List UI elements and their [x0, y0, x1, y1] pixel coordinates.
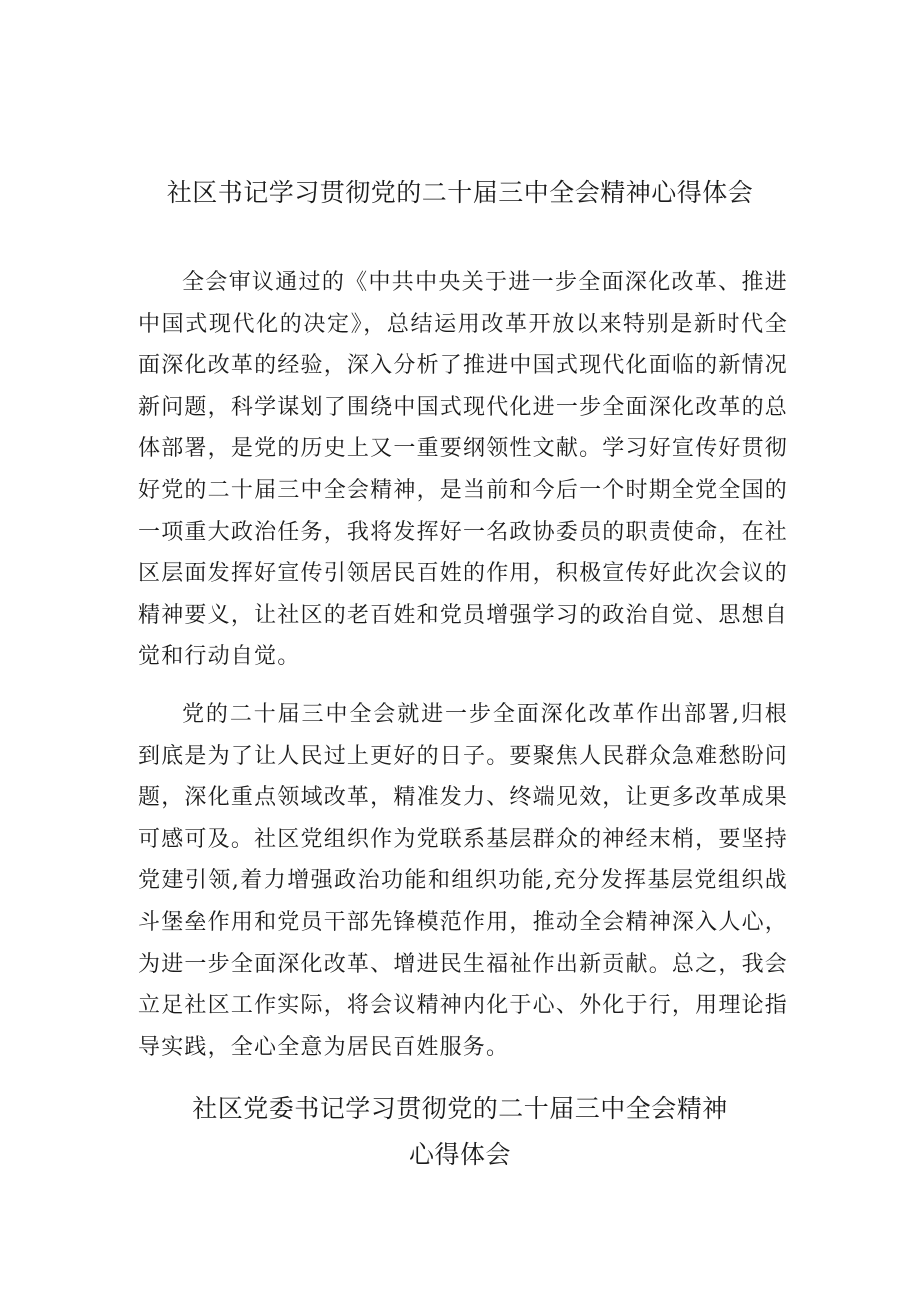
second-document-title: 社区党委书记学习贯彻党的二十届三中全会精神心得体会 [192, 1094, 728, 1169]
paragraph-1: 全会审议通过的《中共中央关于进一步全面深化改革、推进中国式现代化的决定》，总结运用改革开放以来特别是新时代全面深化改革的经验，深入分析了推进中国式现代化面临的新情况新问题，科学谋划了围绕中国式现代化进一步全面深化改革的总体部署，是党的历史上又一重要纲领性文献。学习好宣传好贯彻好党的二十届三中全会精神，是当前和今后一个时期全党全国的一项重大政治任务，我将发挥好一名政协委员的职责使命，在社区层面发挥好宣传引领居民百姓的作用，积极宣传好此次会议的精神要义，让社区的老百姓和党员增强学习的政治自觉、思想自觉和行动自觉。 [138, 270, 788, 670]
body-section-1 [138, 262, 788, 678]
body-section-2 [138, 694, 788, 1068]
paragraph-2: 党的二十届三中全会就进一步全面深化改革作出部署,归根到底是为了让人民过上更好的日子。要聚焦人民群众急难愁盼问题，深化重点领域改革，精准发力、终端见效，让更多改革成果可感可及。社区党组织作为党联系基层群众的神经末梢，要坚持党建引领,着力增强政治功能和组织功能,充分发挥基层党组织战斗堡垒作用和党员干部先锋模范作用，推动全会精神深入人心，为进一步全面深化改革、增进民生福祉作出新贡献。总之，我会立足社区工作实际，将会议精神内化于心、外化于行，用理论指导实践，全心全意为居民百姓服务。 [138, 702, 788, 1060]
document-title: 社区书记学习贯彻党的二十届三中全会精神心得体会 [166, 178, 754, 207]
